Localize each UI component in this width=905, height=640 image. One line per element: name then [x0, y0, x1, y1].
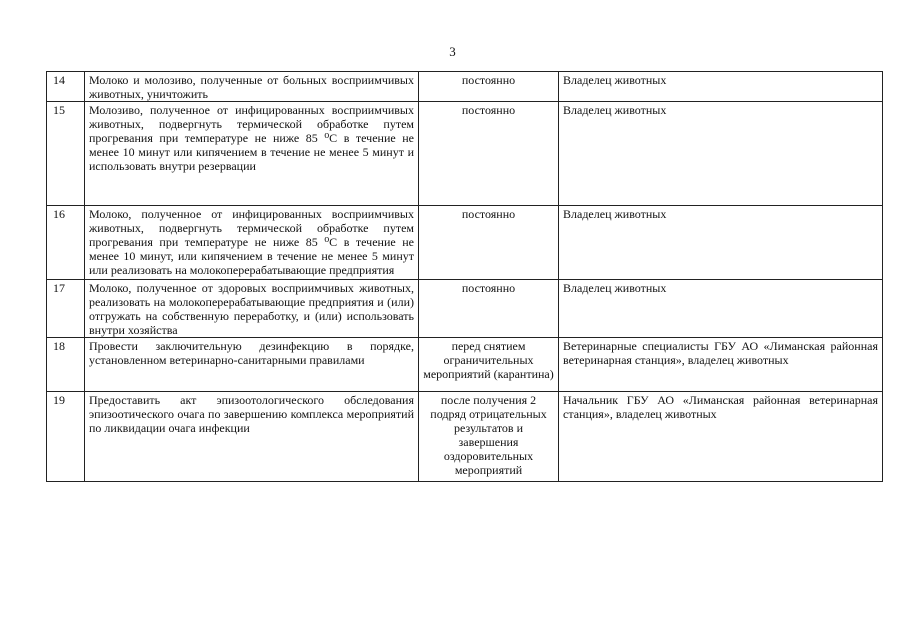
row-number: 17 — [47, 280, 85, 338]
table-row — [47, 206, 883, 280]
table-row — [47, 72, 883, 102]
responsible-text: Начальник ГБУ АО «Лиманская районная ветеринарная станция», владелец животных — [559, 392, 883, 482]
row-number: 19 — [47, 392, 85, 482]
responsible-text: Владелец животных — [559, 206, 883, 280]
row-number: 15 — [47, 102, 85, 206]
table-row — [47, 102, 883, 206]
term-text: постоянно — [419, 72, 559, 102]
responsible-text: Ветеринарные специалисты ГБУ АО «Лиманская районная ветеринарная станция», владелец животных — [559, 338, 883, 392]
measures-table — [46, 71, 883, 482]
term-text: постоянно — [419, 102, 559, 206]
term-text: постоянно — [419, 280, 559, 338]
term-text: перед снятием ограничительных мероприятий (карантина) — [419, 338, 559, 392]
term-text: после получения 2 подряд отрицательных результатов и завершения оздоровительных мероприятий — [419, 392, 559, 482]
measure-text: Провести заключительную дезинфекцию в порядке, установленном ветеринарно-санитарными правилами — [85, 338, 419, 392]
table-row — [47, 392, 883, 482]
measure-text: Молоко, полученное от инфицированных восприимчивых животных, подвергнуть термической обработке путем прогревания при температуре не ниже 85 ⁰С в течение не менее 10 минут, или кипячением в течение не менее 5 минут или реализовать на молокоперерабатывающие предприятия — [85, 206, 419, 280]
table-row — [47, 280, 883, 338]
responsible-text: Владелец животных — [559, 280, 883, 338]
page-number: 3 — [449, 44, 456, 59]
row-number: 18 — [47, 338, 85, 392]
measure-text: Предоставить акт эпизоотологического обследования эпизоотического очага по завершению комплекса мероприятий по ликвидации очага инфекции — [85, 392, 419, 482]
table-row — [47, 338, 883, 392]
measure-text: Молоко и молозиво, полученные от больных восприимчивых животных, уничтожить — [85, 72, 419, 102]
measure-text: Молоко, полученное от здоровых восприимчивых животных, реализовать на молокоперерабатывающие предприятия и (или) отгружать на собственную переработку, и (или) использовать внутри хозяйства — [85, 280, 419, 338]
row-number: 16 — [47, 206, 85, 280]
measure-text: Молозиво, полученное от инфицированных восприимчивых животных, подвергнуть термической обработке путем прогревания при температуре не ниже 85 ⁰С в течение не менее 10 минут или кипячением в течение не менее 5 минут и использовать внутри резервации — [85, 102, 419, 206]
responsible-text: Владелец животных — [559, 72, 883, 102]
responsible-text: Владелец животных — [559, 102, 883, 206]
row-number: 14 — [47, 72, 85, 102]
term-text: постоянно — [419, 206, 559, 280]
